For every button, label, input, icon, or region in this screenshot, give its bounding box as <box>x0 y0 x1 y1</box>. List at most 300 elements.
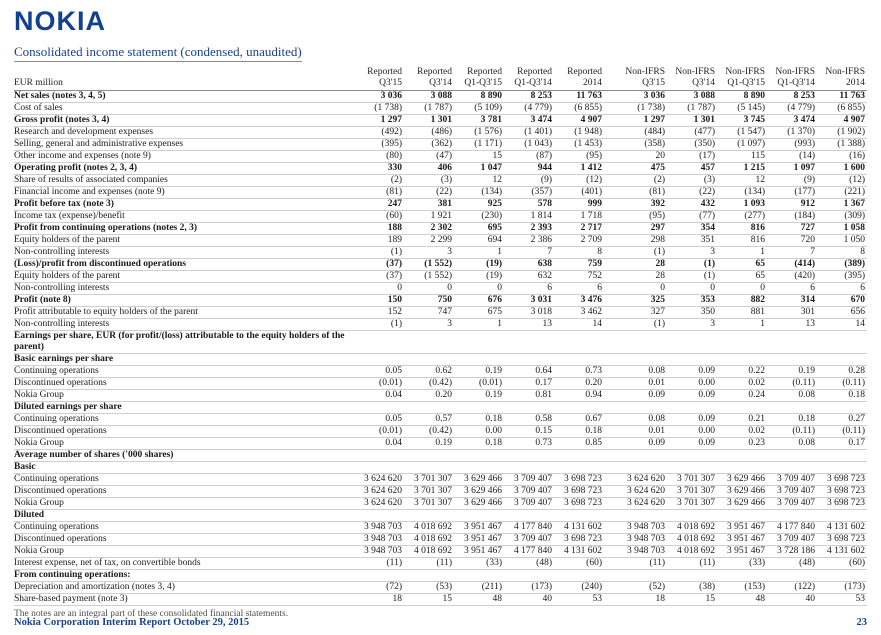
row-label: Nokia Group <box>14 546 354 558</box>
cell-value: 2 386 <box>504 235 554 247</box>
table-row <box>14 91 867 103</box>
row-label: Non-controlling interests <box>14 247 354 259</box>
cell-value: 3 728 186 <box>767 546 817 558</box>
col-gap <box>604 163 617 175</box>
cell-value <box>667 402 717 414</box>
cell-value: 406 <box>404 163 454 175</box>
col-gap <box>604 558 617 570</box>
footer-report-title: Nokia Corporation Interim Report October 29, 2015 <box>14 617 250 628</box>
cell-value: 0.04 <box>354 438 404 450</box>
cell-value <box>717 462 767 474</box>
cell-value: (1 552) <box>404 259 454 271</box>
cell-value: 0.67 <box>554 414 604 426</box>
col-gap <box>604 319 617 331</box>
cell-value: 1 367 <box>817 199 867 211</box>
cell-value: (0.11) <box>817 426 867 438</box>
table-row <box>14 426 867 438</box>
cell-value: 6 <box>817 283 867 295</box>
cell-value: (395) <box>354 139 404 151</box>
header-group-row <box>14 67 867 78</box>
cell-value: (11) <box>354 558 404 570</box>
cell-value: (1 552) <box>404 271 454 283</box>
cell-value: (1 171) <box>454 139 504 151</box>
cell-value: 3 951 467 <box>717 522 767 534</box>
table-row <box>14 390 867 402</box>
cell-value: 0.09 <box>667 438 717 450</box>
table-row <box>14 546 867 558</box>
cell-value: 3 624 620 <box>617 498 667 510</box>
cell-value: (81) <box>354 187 404 199</box>
cell-value <box>354 570 404 582</box>
cell-value: (0.42) <box>404 378 454 390</box>
cell-value: 0.17 <box>817 438 867 450</box>
cell-value: (4 779) <box>504 103 554 115</box>
cell-value: 8 890 <box>454 91 504 103</box>
cell-value: 3 709 407 <box>767 474 817 486</box>
cell-value: 3 624 620 <box>354 498 404 510</box>
row-label: Operating profit (notes 2, 3, 4) <box>14 163 354 175</box>
cell-value: 882 <box>717 295 767 307</box>
row-label: Gross profit (notes 3, 4) <box>14 115 354 127</box>
cell-value <box>454 354 504 366</box>
col-header-period: 2014 <box>817 78 867 91</box>
row-label: Basic <box>14 462 354 474</box>
corner-cell <box>14 67 354 78</box>
table-row <box>14 402 867 414</box>
cell-value: 727 <box>767 223 817 235</box>
cell-value: 8 253 <box>767 91 817 103</box>
cell-value: 14 <box>554 319 604 331</box>
cell-value: 392 <box>617 199 667 211</box>
col-gap <box>604 259 617 271</box>
col-gap <box>604 390 617 402</box>
row-label: Interest expense, net of tax, on convertible bonds <box>14 558 354 570</box>
nokia-logo: NOKIA <box>14 6 106 36</box>
cell-value: (177) <box>767 187 817 199</box>
col-header-period: Q1-Q3'14 <box>767 78 817 91</box>
cell-value: 676 <box>454 295 504 307</box>
col-gap <box>604 283 617 295</box>
col-gap <box>604 199 617 211</box>
cell-value: (277) <box>717 211 767 223</box>
table-row <box>14 331 867 354</box>
cell-value <box>354 462 404 474</box>
col-header-period: Q3'15 <box>617 78 667 91</box>
cell-value: 3 698 723 <box>817 486 867 498</box>
cell-value: (1) <box>667 259 717 271</box>
col-gap <box>604 510 617 522</box>
cell-value: (230) <box>454 211 504 223</box>
cell-value: 0.58 <box>504 414 554 426</box>
cell-value: 3 948 703 <box>617 522 667 534</box>
cell-value: 3 624 620 <box>354 486 404 498</box>
cell-value: (60) <box>817 558 867 570</box>
col-gap <box>604 522 617 534</box>
cell-value <box>667 354 717 366</box>
cell-value: 632 <box>504 271 554 283</box>
col-gap <box>604 139 617 151</box>
footer-page-number: 23 <box>856 617 867 628</box>
cell-value: (1) <box>617 247 667 259</box>
row-label: Share of results of associated companies <box>14 175 354 187</box>
cell-value: 354 <box>667 223 717 235</box>
cell-value: 0.94 <box>554 390 604 402</box>
cell-value: 0.08 <box>617 414 667 426</box>
table-row <box>14 594 867 606</box>
cell-value: 656 <box>817 307 867 319</box>
row-label: Profit attributable to equity holders of the parent <box>14 307 354 319</box>
cell-value: 0 <box>617 283 667 295</box>
cell-value <box>554 570 604 582</box>
cell-value: (72) <box>354 582 404 594</box>
cell-value: 752 <box>554 271 604 283</box>
cell-value: 0.27 <box>817 414 867 426</box>
cell-value: (52) <box>617 582 667 594</box>
cell-value: 2 302 <box>404 223 454 235</box>
cell-value: (5 109) <box>454 103 504 115</box>
cell-value: 3 698 723 <box>817 498 867 510</box>
cell-value: (414) <box>767 259 817 271</box>
cell-value: 0.09 <box>617 390 667 402</box>
cell-value: 11 763 <box>554 91 604 103</box>
cell-value: (12) <box>554 175 604 187</box>
cell-value: 1 412 <box>554 163 604 175</box>
row-label: Income tax (expense)/benefit <box>14 211 354 223</box>
cell-value: 3 698 723 <box>817 534 867 546</box>
cell-value: 65 <box>717 271 767 283</box>
page-footer <box>14 617 867 628</box>
cell-value: (81) <box>617 187 667 199</box>
cell-value: 3 088 <box>404 91 454 103</box>
cell-value: 150 <box>354 295 404 307</box>
cell-value: 3 629 466 <box>717 498 767 510</box>
cell-value: (309) <box>817 211 867 223</box>
cell-value: (211) <box>454 582 504 594</box>
col-gap <box>604 78 617 91</box>
cell-value: 638 <box>504 259 554 271</box>
cell-value: (6 855) <box>554 103 604 115</box>
cell-value: 351 <box>667 235 717 247</box>
cell-value: 3 <box>667 319 717 331</box>
row-label: Cost of sales <box>14 103 354 115</box>
cell-value: (1) <box>354 319 404 331</box>
col-gap <box>604 271 617 283</box>
cell-value: 1 600 <box>817 163 867 175</box>
cell-value: 4 177 840 <box>504 546 554 558</box>
cell-value: (87) <box>504 151 554 163</box>
cell-value <box>504 354 554 366</box>
cell-value: (37) <box>354 259 404 271</box>
col-header-period: Q1-Q3'15 <box>717 78 767 91</box>
cell-value: (395) <box>817 271 867 283</box>
cell-value: 53 <box>554 594 604 606</box>
cell-value: 0.02 <box>717 378 767 390</box>
cell-value: (9) <box>504 175 554 187</box>
cell-value: (53) <box>404 582 454 594</box>
cell-value: 12 <box>454 175 504 187</box>
cell-value: (80) <box>354 151 404 163</box>
cell-value: 4 018 692 <box>404 546 454 558</box>
cell-value: 912 <box>767 199 817 211</box>
cell-value: (0.01) <box>354 426 404 438</box>
col-header-group: Non-IFRS <box>825 67 865 78</box>
cell-value: 0.73 <box>554 366 604 378</box>
cell-value: 15 <box>667 594 717 606</box>
cell-value: (3) <box>404 175 454 187</box>
cell-value: 2 717 <box>554 223 604 235</box>
col-header-period: Q3'15 <box>354 78 404 91</box>
table-row <box>14 366 867 378</box>
cell-value: 1 301 <box>404 115 454 127</box>
table-row <box>14 295 867 307</box>
cell-value: (11) <box>404 558 454 570</box>
cell-value: 1 050 <box>817 235 867 247</box>
table-row <box>14 247 867 259</box>
table-row <box>14 307 867 319</box>
cell-value: 4 131 602 <box>554 522 604 534</box>
cell-value: (1 401) <box>504 127 554 139</box>
cell-value: 0.15 <box>504 426 554 438</box>
cell-value: 0.01 <box>617 378 667 390</box>
row-label: Continuing operations <box>14 522 354 534</box>
cell-value: (1 453) <box>554 139 604 151</box>
col-header-period: Q1-Q3'15 <box>454 78 504 91</box>
cell-value: 3 474 <box>767 115 817 127</box>
cell-value: 3 462 <box>554 307 604 319</box>
table-row <box>14 378 867 390</box>
table-row <box>14 211 867 223</box>
row-label: (Loss)/profit from discontinued operations <box>14 259 354 271</box>
cell-value: 0 <box>454 283 504 295</box>
cell-value: 3 698 723 <box>554 474 604 486</box>
cell-value <box>554 462 604 474</box>
cell-value: 3 698 723 <box>554 534 604 546</box>
row-label: Discontinued operations <box>14 534 354 546</box>
cell-value: (33) <box>717 558 767 570</box>
cell-value: 28 <box>617 271 667 283</box>
col-gap <box>604 295 617 307</box>
cell-value: (1) <box>354 247 404 259</box>
cell-value: 0.09 <box>617 438 667 450</box>
cell-value <box>454 450 504 462</box>
cell-value: 3 948 703 <box>354 522 404 534</box>
cell-value: 3 709 407 <box>504 474 554 486</box>
cell-value: 4 907 <box>817 115 867 127</box>
cell-value: (9) <box>767 175 817 187</box>
cell-value: 457 <box>667 163 717 175</box>
cell-value: (6 855) <box>817 103 867 115</box>
cell-value: 13 <box>767 319 817 331</box>
cell-value: (37) <box>354 271 404 283</box>
cell-value: 4 131 602 <box>554 546 604 558</box>
cell-value: (993) <box>767 139 817 151</box>
table-row <box>14 187 867 199</box>
cell-value <box>404 331 454 354</box>
cell-value: 3 709 407 <box>504 498 554 510</box>
table-row <box>14 199 867 211</box>
cell-value: 0.05 <box>354 366 404 378</box>
cell-value <box>554 331 604 354</box>
cell-value: 381 <box>404 199 454 211</box>
cell-value: 0.00 <box>667 378 717 390</box>
cell-value: 1 215 <box>717 163 767 175</box>
cell-value <box>767 570 817 582</box>
cell-value: (1 787) <box>667 103 717 115</box>
cell-value: 3 624 620 <box>354 474 404 486</box>
cell-value: (134) <box>454 187 504 199</box>
table-row <box>14 235 867 247</box>
cell-value: (153) <box>717 582 767 594</box>
cell-value: 720 <box>767 235 817 247</box>
row-label: Financial income and expenses (note 9) <box>14 187 354 199</box>
cell-value: 325 <box>617 295 667 307</box>
cell-value <box>717 570 767 582</box>
col-gap <box>604 354 617 366</box>
cell-value: (173) <box>817 582 867 594</box>
cell-value <box>454 331 504 354</box>
cell-value: 40 <box>504 594 554 606</box>
cell-value: 4 018 692 <box>667 546 717 558</box>
cell-value <box>554 450 604 462</box>
cell-value: 1 097 <box>767 163 817 175</box>
cell-value: (48) <box>767 558 817 570</box>
table-row <box>14 486 867 498</box>
cell-value: 694 <box>454 235 504 247</box>
cell-value: 2 709 <box>554 235 604 247</box>
col-gap <box>604 67 617 78</box>
cell-value: 3 629 466 <box>717 474 767 486</box>
cell-value <box>617 402 667 414</box>
cell-value: 3 709 407 <box>767 498 817 510</box>
cell-value <box>454 570 504 582</box>
col-header-group: Non-IFRS <box>725 67 765 78</box>
cell-value <box>554 402 604 414</box>
table-row <box>14 223 867 235</box>
cell-value: (1) <box>667 271 717 283</box>
cell-value <box>554 354 604 366</box>
cell-value <box>617 570 667 582</box>
cell-value: 3 709 407 <box>504 534 554 546</box>
cell-value: (389) <box>817 259 867 271</box>
table-row <box>14 271 867 283</box>
row-label: Equity holders of the parent <box>14 235 354 247</box>
col-header-group: Non-IFRS <box>625 67 665 78</box>
cell-value: 3 701 307 <box>404 498 454 510</box>
cell-value: 1 <box>717 319 767 331</box>
cell-value <box>354 354 404 366</box>
cell-value: (420) <box>767 271 817 283</box>
cell-value: 0.09 <box>667 366 717 378</box>
cell-value <box>617 510 667 522</box>
cell-value <box>817 570 867 582</box>
cell-value <box>404 450 454 462</box>
cell-value <box>817 354 867 366</box>
cell-value: 189 <box>354 235 404 247</box>
table-row <box>14 319 867 331</box>
cell-value: 1 058 <box>817 223 867 235</box>
cell-value: 7 <box>767 247 817 259</box>
cell-value: 0.01 <box>617 426 667 438</box>
cell-value: 0.04 <box>354 390 404 402</box>
row-label: From continuing operations: <box>14 570 354 582</box>
cell-value: 247 <box>354 199 404 211</box>
cell-value: 3 781 <box>454 115 504 127</box>
col-gap <box>604 235 617 247</box>
cell-value: (173) <box>504 582 554 594</box>
cell-value: 350 <box>667 307 717 319</box>
table-head <box>14 67 867 91</box>
cell-value: (357) <box>504 187 554 199</box>
cell-value: 3 <box>404 247 454 259</box>
cell-value: 4 131 602 <box>817 546 867 558</box>
cell-value: 3 476 <box>554 295 604 307</box>
cell-value <box>554 510 604 522</box>
cell-value: (95) <box>554 151 604 163</box>
row-label: Nokia Group <box>14 438 354 450</box>
cell-value: 0.20 <box>404 390 454 402</box>
cell-value: (350) <box>667 139 717 151</box>
table-body <box>14 91 867 606</box>
cell-value: (1 043) <box>504 139 554 151</box>
cell-value: (1 787) <box>404 103 454 115</box>
cell-value: (1 547) <box>717 127 767 139</box>
cell-value: 0 <box>354 283 404 295</box>
cell-value <box>504 450 554 462</box>
cell-value <box>354 402 404 414</box>
cell-value: 2 299 <box>404 235 454 247</box>
cell-value: 8 <box>817 247 867 259</box>
cell-value <box>667 450 717 462</box>
cell-value <box>767 354 817 366</box>
cell-value: 0.23 <box>717 438 767 450</box>
col-header-group: Non-IFRS <box>775 67 815 78</box>
cell-value: (0.11) <box>767 378 817 390</box>
cell-value: 0.00 <box>667 426 717 438</box>
cell-value: 0.73 <box>504 438 554 450</box>
col-gap <box>604 474 617 486</box>
cell-value: (95) <box>617 211 667 223</box>
col-gap <box>604 582 617 594</box>
row-label: Discontinued operations <box>14 486 354 498</box>
table-row <box>14 283 867 295</box>
cell-value: (0.01) <box>454 378 504 390</box>
cell-value <box>717 450 767 462</box>
cell-value: (17) <box>667 151 717 163</box>
cell-value: (122) <box>767 582 817 594</box>
cell-value: 3 701 307 <box>667 486 717 498</box>
col-gap <box>604 187 617 199</box>
cell-value <box>354 450 404 462</box>
cell-value: 20 <box>617 151 667 163</box>
cell-value: 3 018 <box>504 307 554 319</box>
cell-value: 3 745 <box>717 115 767 127</box>
cell-value <box>617 462 667 474</box>
cell-value: 3 948 703 <box>354 534 404 546</box>
cell-value: 0 <box>404 283 454 295</box>
cell-value: 3 709 407 <box>767 534 817 546</box>
col-header-group: Reported <box>367 67 402 78</box>
cell-value: 3 709 407 <box>767 486 817 498</box>
cell-value: (48) <box>504 558 554 570</box>
cell-value: 432 <box>667 199 717 211</box>
cell-value <box>504 570 554 582</box>
col-gap <box>604 414 617 426</box>
col-gap <box>604 546 617 558</box>
cell-value: 13 <box>504 319 554 331</box>
cell-value: (221) <box>817 187 867 199</box>
cell-value: 65 <box>717 259 767 271</box>
cell-value: 3 709 407 <box>504 486 554 498</box>
